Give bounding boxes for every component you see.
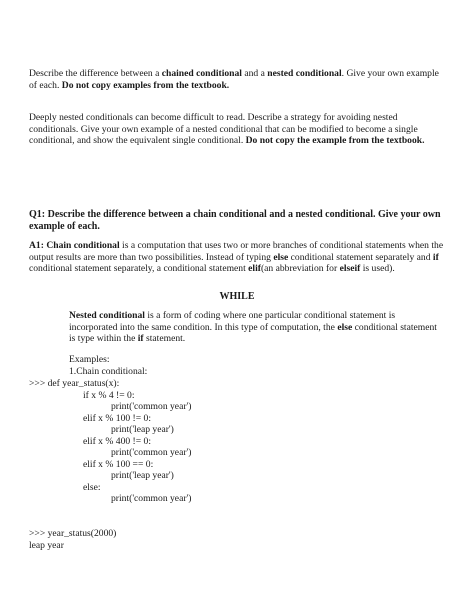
prompt-nested-strategy xyxy=(29,112,445,147)
nested-label: Nested conditional xyxy=(69,310,145,321)
answer-a1 xyxy=(29,240,445,275)
code-line: print('leap year') xyxy=(111,470,174,481)
a1-label: A1: Chain conditional xyxy=(29,240,120,251)
prompt2-text: Deeply nested conditionals can become difficult to read. Describe a strategy for avoiding nested conditionals. Give your own example of a nested conditional that can be modified to become a single conditional, and show the equivalent single conditional. xyxy=(29,112,418,147)
code-line: print('common year') xyxy=(111,447,192,458)
code-line: >>> year_status(2000) xyxy=(29,528,117,539)
examples-title: Examples: xyxy=(69,354,110,365)
a1-text-4: (an abbreviation for xyxy=(260,263,340,275)
code-output: leap year xyxy=(29,540,64,551)
code-line: else: xyxy=(83,482,101,493)
nested-conditional-definition xyxy=(69,310,445,345)
a1-bold-if: if xyxy=(432,251,439,263)
code-line: >>> def year_status(x): xyxy=(29,378,120,389)
a1-text-3: conditional statement separately, a conditional statement xyxy=(29,263,249,275)
nested-bold-else: else xyxy=(337,321,353,333)
nested-text-3: statement. xyxy=(143,333,186,345)
code-line: elif x % 100 == 0: xyxy=(83,459,154,470)
nested-text-2: conditional statement is type within the xyxy=(69,321,437,345)
prompt1-bold-chained: chained conditional xyxy=(161,68,242,79)
nested-text-1: is a form of coding where one particular conditional statement is incorporated into the same condition. In this type of computation, the xyxy=(69,310,396,333)
prompt1-text-c: . Give your own example of each. xyxy=(29,68,439,91)
a1-text-1: is a computation that uses two or more branches of conditional statements when the output results are more than two possibilities. Instead of typing xyxy=(29,240,444,263)
prompt1-bold-instruction: Do not copy examples from the textbook. xyxy=(61,79,230,91)
code-line: print('leap year') xyxy=(111,424,174,435)
prompt1-text-b: and a xyxy=(241,68,268,79)
code-line: elif x % 100 != 0: xyxy=(83,413,152,424)
prompt-chained-vs-nested xyxy=(29,68,445,91)
section-heading-while: WHILE xyxy=(219,291,255,302)
question-q1: Q1: Describe the difference between a chain conditional and a nested conditional. Give your own example of each. xyxy=(29,209,441,232)
code-line: print('common year') xyxy=(111,401,192,412)
examples-subtitle: 1.Chain conditional: xyxy=(69,366,148,377)
code-line: print('common year') xyxy=(111,493,192,504)
prompt1-bold-nested: nested conditional xyxy=(267,68,342,79)
a1-text-5: is used). xyxy=(360,263,395,275)
a1-text-2: conditional statement separately and xyxy=(288,251,433,263)
prompt2-bold-instruction: Do not copy the example from the textbook. xyxy=(245,135,425,147)
code-line: if x % 4 != 0: xyxy=(83,390,135,401)
a1-bold-elif: elif xyxy=(248,263,261,275)
prompt1-text-a: Describe the difference between a xyxy=(29,68,162,79)
nested-bold-if: if xyxy=(137,333,144,345)
code-line: elif x % 400 != 0: xyxy=(83,436,152,447)
a1-bold-else: else xyxy=(273,251,289,263)
a1-bold-elseif: elseif xyxy=(339,263,361,275)
